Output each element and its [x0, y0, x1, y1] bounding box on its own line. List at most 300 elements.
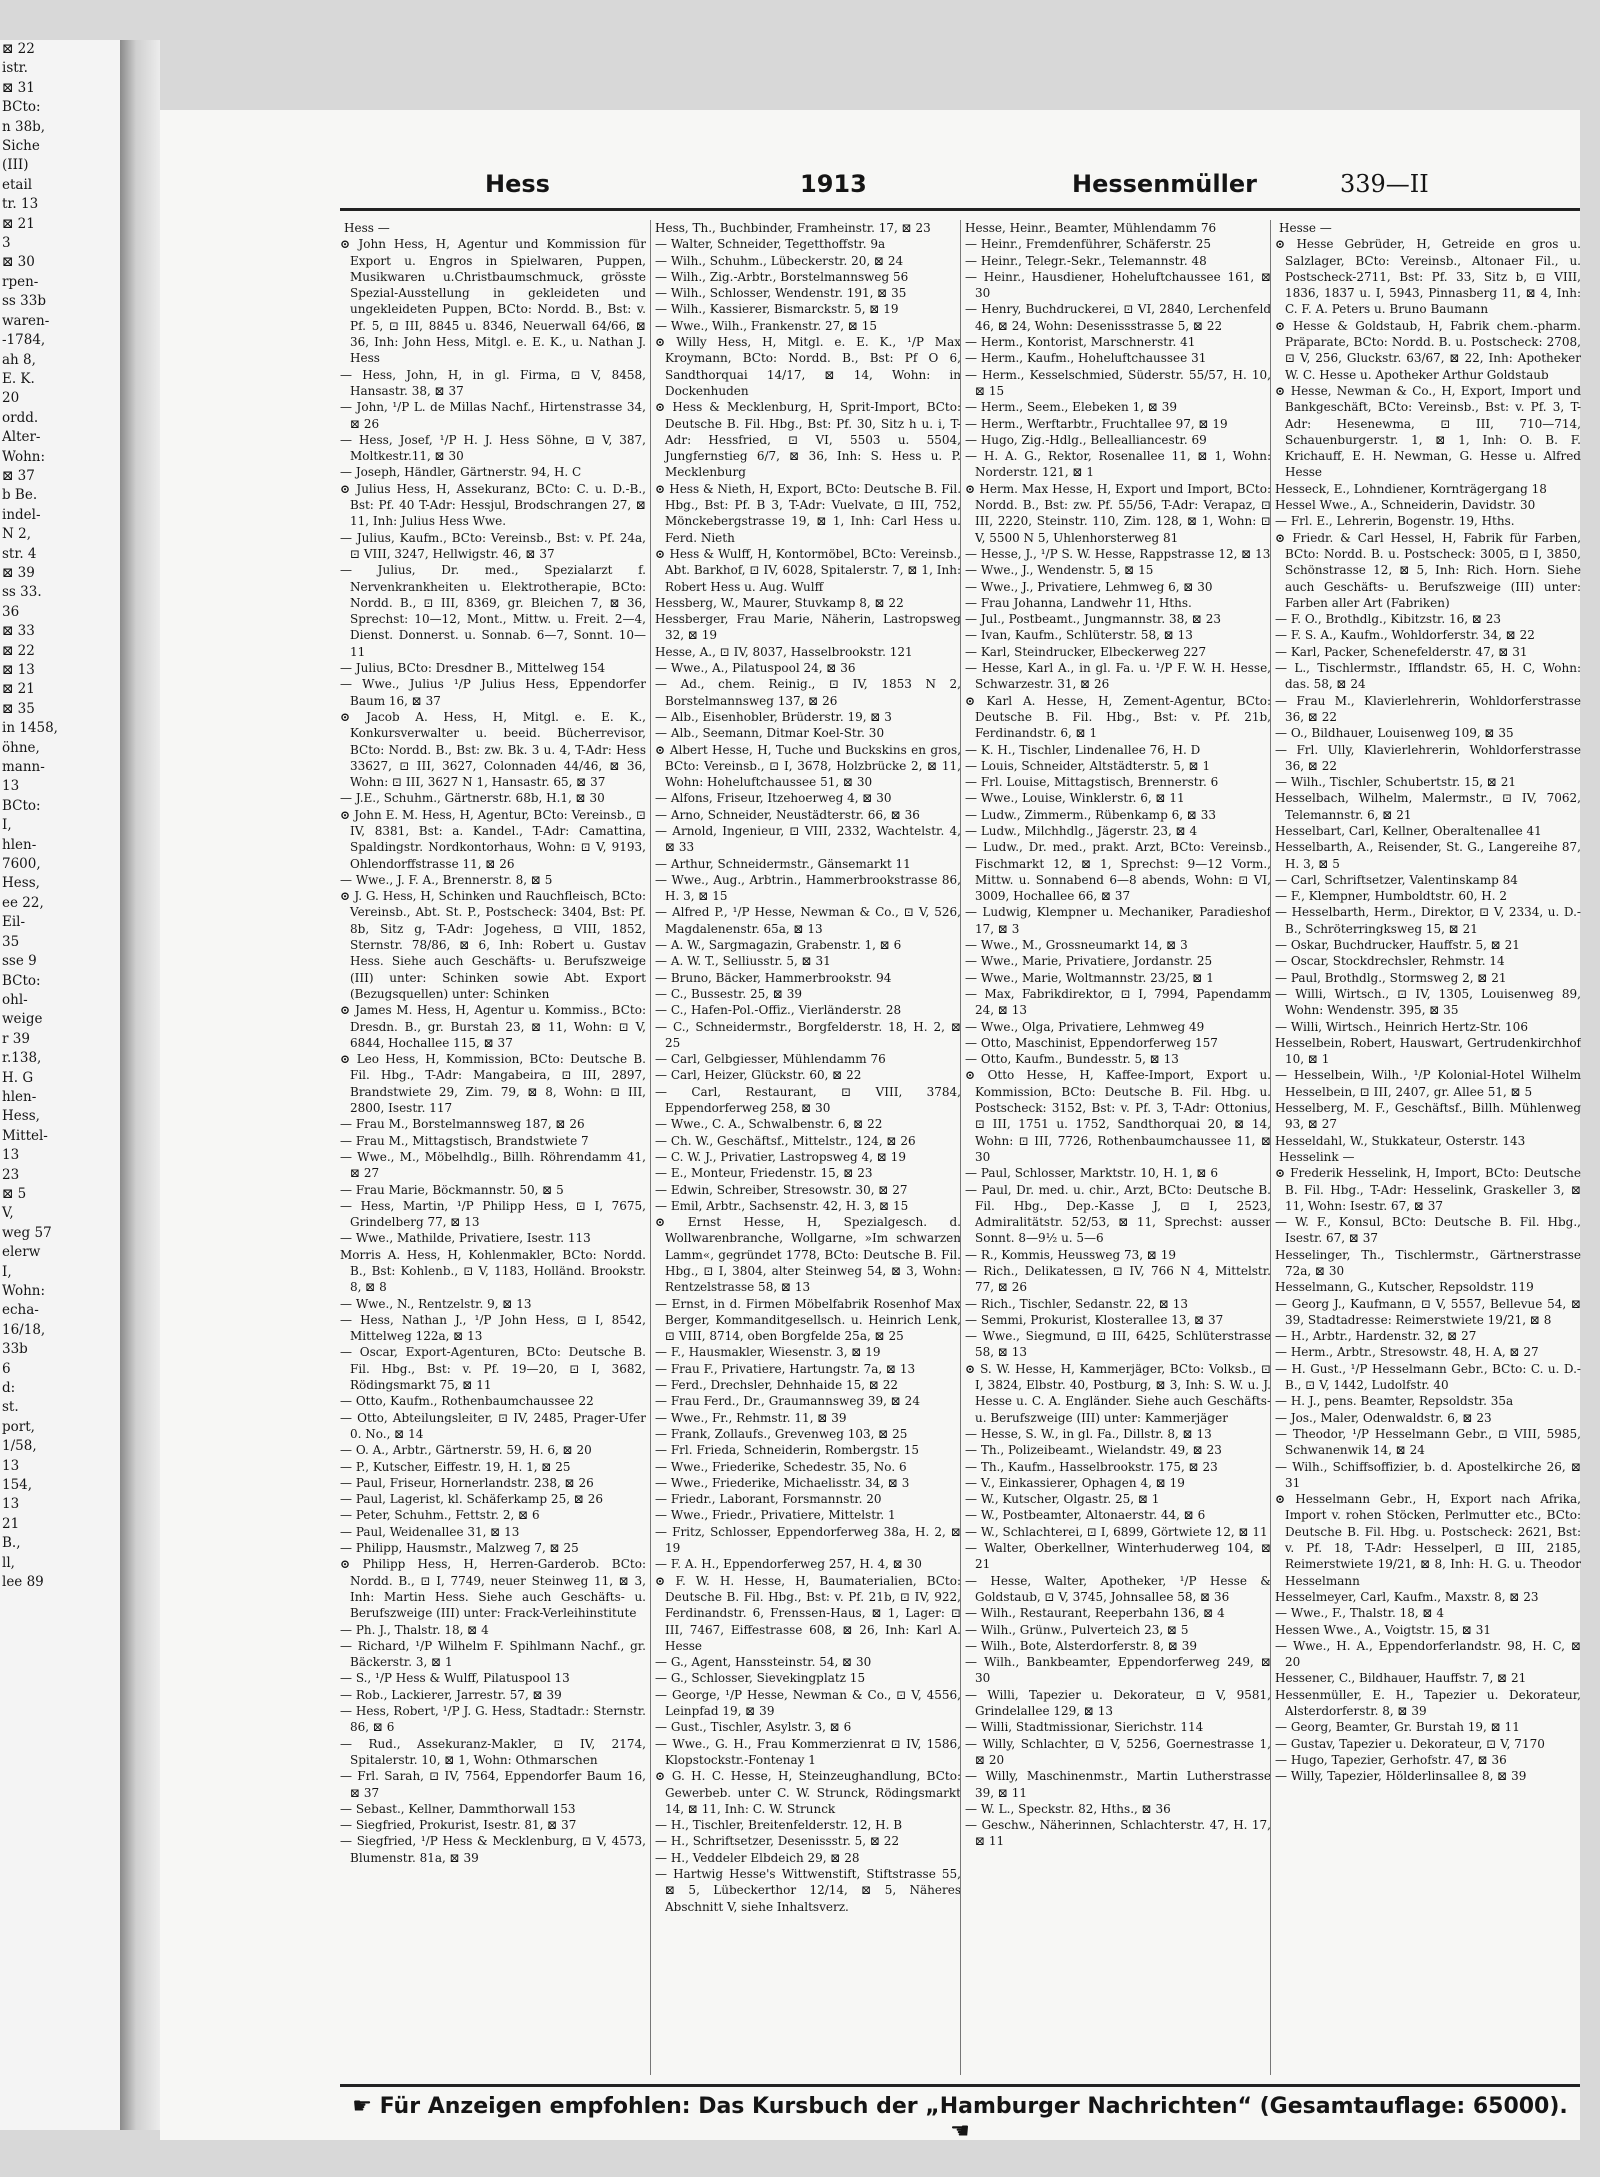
directory-entry: — E., Monteur, Friedenstr. 15, ⊠ 23 — [655, 1166, 873, 1181]
directory-entry: — Herm., Kesselschmied, Süderstr. 55/57, H. 10, ⊠ 15 — [965, 367, 1271, 398]
directory-entry: — O. A., Arbtr., Gärtnerstr. 59, H. 6, ⊠ 20 — [340, 1443, 592, 1458]
firm-entry: ⊙ James M. Hess, H, Agentur u. Kommiss., BCto: Dresdn. B., gr. Burstah 23, ⊠ 11, Wohn: ⊡ V, 6844, Hochallee 115, ⊠ 37 — [340, 1002, 646, 1051]
previous-page-fragment: d: — [2, 1380, 16, 1397]
directory-entry: — Ch. W., Geschäftsf., Mittelstr., 124, ⊠ 26 — [655, 1133, 916, 1148]
previous-page-fragment: 21 — [2, 1515, 20, 1532]
directory-entry: — S., ¹/P Hess & Wulff, Pilatuspool 13 — [340, 1671, 570, 1686]
previous-page-fragment: weige — [2, 1011, 43, 1028]
directory-entry: — Julius, Dr. med., Spezialarzt f. Nervenkrankheiten u. Elektrotherapie, BCto: Nordd. B., ⊡ III, 8369, gr. Bleichen 7, ⊠ 36, Sprechst: 10—12, Mont., Mittw. u. Freit. 2—4, Dienst. Donnerst. u. Sonnab. 6—7, Sonnt. 10—11 — [340, 563, 646, 659]
directory-entry: — Frau M., Mittagstisch, Brandstwiete 7 — [340, 1133, 589, 1148]
previous-page-fragment: hlen- — [2, 836, 37, 853]
directory-entry: — Carl, Restaurant, ⊡ VIII, 3784, Eppendorferweg 258, ⊠ 30 — [655, 1084, 961, 1116]
firm-entry: ⊙ John Hess, H, Agentur und Kommission für Export u. Engros in Spielwaren, Puppen, Musikwaren u.Christbaumschmuck, grösste Spezial-Ausstellung in gekleideten und ungekleideten Puppen, BCto: Nordd. B., Bst: v. Pf. 5, ⊡ III, 8845 u. 8346, Neuerwall 64/66, ⊠ 36, Inh: John Hess, Mitgl. e. E. K., u. Nathan J. Hess — [340, 236, 646, 366]
running-header — [160, 170, 1580, 210]
directory-entry: — Wwe., Friederike, Schedestr. 35, No. 6 — [655, 1459, 907, 1474]
directory-entry: Hessberger, Frau Marie, Näherin, Lastropsweg 32, ⊠ 19 — [655, 612, 961, 643]
firm-entry: ⊙ Hesse Gebrüder, H, Getreide en gros u. Salzlager, BCto: Vereinsb., Altonaer Fil., u. Postscheck-2711, Bst: Pf. 33, Sitz b, ⊡ VIII, 1836, 1837 u. I, 5943, Pinnasberg 11, ⊠ 4, Inh: C. F. A. Peters u. Bruno Baumann — [1275, 236, 1581, 317]
directory-entry: — Wwe., G. H., Frau Kommerzienrat ⊡ IV, 1586, Klopstockstr.-Fontenay 1 — [655, 1736, 961, 1767]
directory-entry: — C. W. J., Privatier, Lastropsweg 4, ⊠ 19 — [655, 1149, 906, 1164]
directory-entry: Hessen Wwe., A., Voigtstr. 15, ⊠ 31 — [1275, 1622, 1491, 1637]
directory-entry: — Willy, Maschinenmstr., Martin Lutherstrasse 39, ⊠ 11 — [965, 1769, 1271, 1800]
previous-page-fragment: etail — [2, 176, 33, 193]
previous-page-fragment: ss 33. — [2, 584, 42, 601]
directory-entry: — C., Bussestr. 25, ⊠ 39 — [655, 986, 803, 1001]
directory-entry: — Ivan, Kaufm., Schlüterstr. 58, ⊠ 13 — [965, 628, 1193, 643]
directory-entry: — Wwe., Marie, Woltmannstr. 23/25, ⊠ 1 — [965, 970, 1214, 985]
column-3 — [960, 220, 1271, 2075]
header-year: 1913 — [800, 170, 867, 198]
directory-entry: — C., Hafen-Pol.-Offiz., Vierländerstr. 28 — [655, 1003, 902, 1018]
firm-entry: ⊙ Hesse, Newman & Co., H, Export, Import und Bankgeschäft, BCto: Vereinsb., Bst: v. Pf. 3, T-Adr: Hesenewma, ⊡ III, 710—714, Schauenburgerstr. 1, ⊠ 1, Inh: O. B. F. Krichauff, E. H. Newman, G. Hesse u. Alfred Hesse — [1275, 383, 1581, 481]
directory-entry: — Frl. Frieda, Schneiderin, Rombergstr. 15 — [655, 1443, 919, 1458]
directory-entry: Hess — — [344, 221, 390, 235]
directory-entry: — Geschw., Näherinnen, Schlachterstr. 47, H. 17, ⊠ 11 — [965, 1818, 1271, 1849]
firm-entry: ⊙ Otto Hesse, H, Kaffee-Import, Export u. Kommission, BCto: Deutsche B. Fil. Hbg. u. Postscheck: 3152, Bst: v. Pf. 3, T-Adr: Ottonius, ⊡ III, 1751 u. 1752, Sandthorquai 20, ⊠ 14, Wohn: ⊡ III, 7726, Rothenbaumchaussee 11, ⊠ 30 — [965, 1067, 1271, 1165]
previous-page-fragment: BCto: — [2, 972, 41, 989]
directory-entry: — Wwe., Siegmund, ⊡ III, 6425, Schlüterstrasse 58, ⊠ 13 — [965, 1329, 1271, 1360]
directory-entry: — Heinr., Telegr.-Sekr., Telemannstr. 48 — [965, 253, 1207, 268]
directory-entry: — Wwe., Julius ¹/P Julius Hess, Eppendorfer Baum 16, ⊠ 37 — [340, 677, 646, 708]
directory-entry: Hesseldahl, W., Stukkateur, Osterstr. 143 — [1275, 1133, 1526, 1148]
directory-entry: — Oscar, Export-Agenturen, BCto: Deutsche B. Fil. Hbg., Bst: v. Pf. 19—20, ⊡ I, 3682, Rödingsmarkt 75, ⊠ 11 — [340, 1345, 646, 1393]
directory-entry: Hesselmeyer, Carl, Kaufm., Maxstr. 8, ⊠ 23 — [1275, 1589, 1539, 1604]
page-number: 339—II — [1340, 170, 1429, 198]
firm-entry: ⊙ Hess & Nieth, H, Export, BCto: Deutsche B. Fil. Hbg., Bst: Pf. B 3, T-Adr: Vuelvate, ⊡ III, 752, Mönckebergstrasse 19, ⊠ 1, Inh: Carl Hess u. Ferd. Nieth — [655, 481, 961, 546]
previous-page-fragment: (III) — [2, 157, 29, 174]
directory-entry: — Gustav, Tapezier u. Dekorateur, ⊡ V, 7170 — [1275, 1736, 1545, 1751]
directory-entry: — Sebast., Kellner, Dammthorwall 153 — [340, 1801, 576, 1816]
previous-page-fragment: waren- — [2, 312, 50, 329]
directory-entry: — H. Gust., ¹/P Hesselmann Gebr., BCto: C. u. D.-B., ⊡ V, 1442, Ludolfstr. 40 — [1275, 1361, 1581, 1393]
directory-entry: — Wwe., J., Wendenstr. 5, ⊠ 15 — [965, 563, 1154, 578]
directory-entry: Hesselbarth, A., Reisender, St. G., Langereihe 87, H. 3, ⊠ 5 — [1275, 840, 1581, 871]
directory-entry: — Willy, Schlachter, ⊡ V, 5256, Goernestrasse 1, ⊠ 20 — [965, 1736, 1271, 1767]
directory-entry: — Otto, Maschinist, Eppendorferweg 157 — [965, 1035, 1218, 1050]
firm-entry: ⊙ Friedr. & Carl Hessel, H, Fabrik für Farben, BCto: Nordd. B. u. Postscheck: 3005, ⊡ I, 3850, Schönstrasse 12, ⊠ 5, Inh: Rich. Horn. Siehe auch Geschäfts- u. Berufszweige (III) unter: Farben aller Art (Fabriken) — [1275, 530, 1581, 611]
directory-entry: — Julius, BCto: Dresdner B., Mittelweg 154 — [340, 661, 606, 676]
directory-entry: — G., Schlosser, Sievekingplatz 15 — [655, 1671, 866, 1686]
previous-page-fragment: -1784, — [2, 332, 46, 349]
directory-entry: — A. W., Sargmagazin, Grabenstr. 1, ⊠ 6 — [655, 938, 902, 953]
directory-entry: — Hess, Nathan J., ¹/P John Hess, ⊡ I, 8542, Mittelweg 122a, ⊠ 13 — [340, 1312, 646, 1344]
directory-entry: — Wilh., Zig.-Arbtr., Borstelmannsweg 56 — [655, 269, 909, 284]
directory-entry: — Wwe., Louise, Winklerstr. 6, ⊠ 11 — [965, 791, 1185, 806]
directory-entry: — Paul, Weidenallee 31, ⊠ 13 — [340, 1524, 520, 1539]
column-2 — [650, 220, 961, 2075]
previous-page-fragment: weg 57 — [2, 1224, 52, 1241]
directory-entry: — Hartwig Hesse's Wittwenstift, Stiftstrasse 55, ⊠ 5, Lübeckerthor 12/14, ⊠ 5, Näheres Abschnitt V, siehe Inhaltsverz. — [655, 1866, 961, 1914]
directory-entry: — Carl, Heizer, Glückstr. 60, ⊠ 22 — [655, 1068, 862, 1083]
directory-entry: — Paul, Lagerist, kl. Schäferkamp 25, ⊠ 26 — [340, 1492, 603, 1507]
directory-entry: — F. A. H., Eppendorferweg 257, H. 4, ⊠ 30 — [655, 1557, 922, 1572]
directory-entry: — H., Veddeler Elbdeich 29, ⊠ 28 — [655, 1850, 860, 1865]
previous-page-fragment: ll, — [2, 1554, 15, 1571]
directory-entry: — Karl, Steindrucker, Elbeckerweg 227 — [965, 644, 1207, 659]
previous-page-fragment: H. G — [2, 1069, 34, 1086]
directory-entry: — Alfred P., ¹/P Hesse, Newman & Co., ⊡ V, 526, Magdalenenstr. 65a, ⊠ 13 — [655, 905, 961, 936]
directory-entry: — Wilh., Restaurant, Reeperbahn 136, ⊠ 4 — [965, 1606, 1225, 1621]
directory-entry: — F. O., Brothdlg., Kibitzstr. 16, ⊠ 23 — [1275, 612, 1501, 627]
directory-entry: — Wwe., Marie, Privatiere, Jordanstr. 25 — [965, 954, 1213, 969]
directory-entry: — Wilh., Schiffsoffizier, b. d. Apostelkirche 26, ⊠ 31 — [1275, 1459, 1581, 1490]
previous-page-fragment: 23 — [2, 1166, 20, 1183]
directory-entry: — Wilh., Kassierer, Bismarckstr. 5, ⊠ 19 — [655, 302, 899, 317]
previous-page-fragment: ⊠ 5 — [2, 1185, 27, 1202]
firm-entry: ⊙ Hesse & Goldstaub, H, Fabrik chem.-pharm. Präparate, BCto: Nordd. B. u. Postscheck: 2708, ⊡ V, 256, Gluckstr. 63/67, ⊠ 22, Inh: Apotheker W. C. Hesse u. Apotheker Arthur Goldstaub — [1275, 318, 1581, 383]
footer-rule — [340, 2084, 1580, 2087]
previous-page-fragment: BCto: — [2, 797, 41, 814]
directory-entry: — Ludw., Milchhdlg., Jägerstr. 23, ⊠ 4 — [965, 823, 1198, 838]
directory-entry: — Hesselbein, Wilh., ¹/P Kolonial-Hotel Wilhelm Hesselbein, ⊡ III, 2407, gr. Allee 51, ⊠ 5 — [1275, 1068, 1581, 1099]
previous-page-fragment: ⊠ 33 — [2, 623, 35, 640]
directory-entry: — Oscar, Stockdrechsler, Rehmstr. 14 — [1275, 954, 1505, 969]
column-1 — [340, 220, 646, 2075]
directory-entry: — Wwe., Aug., Arbtrin., Hammerbrookstrasse 86, H. 3, ⊠ 15 — [655, 872, 961, 904]
previous-page-fragment: 7600, — [2, 856, 41, 873]
directory-entry: — Carl, Schriftsetzer, Valentinskamp 84 — [1275, 872, 1518, 887]
firm-entry: ⊙ Hess & Wulff, H, Kontormöbel, BCto: Vereinsb., Abt. Barkhof, ⊡ IV, 6028, Spitalerstr. 7, ⊠ 1, Inh: Robert Hess u. Aug. Wulff — [655, 546, 961, 595]
previous-page-fragment: 33b — [2, 1341, 28, 1358]
previous-page-fragment: port, — [2, 1418, 35, 1435]
previous-page-fragment: b Be. — [2, 487, 38, 504]
previous-page-fragment: Siche — [2, 138, 40, 155]
directory-entry: — Th., Polizeibeamt., Wielandstr. 49, ⊠ 23 — [965, 1443, 1222, 1458]
firm-entry: ⊙ Willy Hess, H, Mitgl. e. E. K., ¹/P Max Kroymann, BCto: Nordd. B., Bst: Pf O 6, Sandthorquai 14/17, ⊠ 14, Wohn: in Dockenhuden — [655, 334, 961, 399]
directory-entry: — Willi, Wirtsch., ⊡ IV, 1305, Louisenweg 89, Wohn: Wendenstr. 395, ⊠ 35 — [1275, 986, 1581, 1018]
header-rule — [340, 208, 1580, 211]
directory-entry: — H. J., pens. Beamter, Repsoldstr. 35a — [1275, 1394, 1514, 1409]
directory-entry: Hesselink — — [1279, 1149, 1355, 1164]
directory-entry: — Wilh., Bankbeamter, Eppendorferweg 249, ⊠ 30 — [965, 1655, 1271, 1686]
directory-entry: — Hesse, Karl A., in gl. Fa. u. ¹/P F. W. H. Hesse, Schwarzestr. 31, ⊠ 26 — [965, 661, 1271, 692]
directory-entry: — Wwe., A., Pilatuspool 24, ⊠ 36 — [655, 661, 856, 676]
directory-entry: — W., Postbeamter, Altonaerstr. 44, ⊠ 6 — [965, 1508, 1206, 1523]
previous-page-fragment: str. 4 — [2, 545, 37, 562]
directory-entry: — Wwe., Friedr., Privatiere, Mittelstr. 1 — [655, 1508, 896, 1523]
previous-page-fragment: V, — [2, 1205, 14, 1222]
previous-page-fragment: ohl- — [2, 991, 28, 1008]
directory-entry: Hesselberg, M. F., Geschäftsf., Billh. Mühlenweg 93, ⊠ 27 — [1275, 1101, 1581, 1132]
previous-page-fragment: ⊠ 21 — [2, 215, 35, 232]
directory-entry: — Frau M., Borstelmannsweg 187, ⊠ 26 — [340, 1117, 585, 1132]
directory-entry: — Oskar, Buchdrucker, Hauffstr. 5, ⊠ 21 — [1275, 938, 1520, 953]
directory-entry: Hessel Wwe., A., Schneiderin, Davidstr. 30 — [1275, 498, 1536, 513]
directory-columns — [340, 220, 1580, 2075]
directory-entry: — Wwe., F., Thalstr. 18, ⊠ 4 — [1275, 1606, 1445, 1621]
directory-entry: — Wilh., Tischler, Schubertstr. 15, ⊠ 21 — [1275, 775, 1517, 790]
directory-entry: — Wwe., N., Rentzelstr. 9, ⊠ 13 — [340, 1296, 532, 1311]
previous-page-fragment: ⊠ 22 — [2, 41, 35, 57]
footer-text: Für Anzeigen empfohlen: Das Kursbuch der „Hamburger Nachrichten“ (Gesamtauflage: 65000). — [379, 2094, 1568, 2119]
directory-entry: — H. A. G., Rektor, Rosenallee 11, ⊠ 1, Wohn: Norderstr. 121, ⊠ 1 — [965, 449, 1271, 480]
directory-entry: Hesselmann, G., Kutscher, Repsoldstr. 119 — [1275, 1280, 1534, 1295]
previous-page-fragment: rpen- — [2, 273, 39, 290]
directory-entry: — George, ¹/P Hesse, Newman & Co., ⊡ V, 4556, Leinpfad 19, ⊠ 39 — [655, 1687, 961, 1719]
previous-page-fragment: 6 — [2, 1360, 11, 1377]
directory-entry: — K. H., Tischler, Lindenallee 76, H. D — [965, 742, 1201, 757]
previous-page-fragment: 35 — [2, 933, 20, 950]
directory-entry: — Gust., Tischler, Asylstr. 3, ⊠ 6 — [655, 1720, 852, 1735]
directory-entry: — Wwe., Olga, Privatiere, Lehmweg 49 — [965, 1019, 1205, 1034]
firm-entry: ⊙ Ernst Hesse, H, Spezialgesch. d. Wollwarenbranche, Wollgarne, »Im schwarzen Lamm«, gegründet 1778, BCto: Deutsche B. Fil. Hbg., ⊡ I, 3804, alter Steinweg 54, ⊠ 3, Wohn: Rentzelstrasse 58, ⊠ 13 — [655, 1214, 961, 1295]
previous-page-fragment: 13 — [2, 1457, 20, 1474]
directory-entry: — Walter, Oberkellner, Winterhuderweg 104, ⊠ 21 — [965, 1541, 1271, 1572]
directory-entry: — Richard, ¹/P Wilhelm F. Spihlmann Nachf., gr. Bäckerstr. 3, ⊠ 1 — [340, 1638, 646, 1670]
previous-page-fragment: ss 33b — [2, 293, 46, 310]
previous-page-fragment: 13 — [2, 1147, 20, 1164]
directory-entry: — P., Kutscher, Eiffestr. 19, H. 1, ⊠ 25 — [340, 1459, 571, 1474]
directory-entry: Hesselbach, Wilhelm, Malermstr., ⊡ IV, 7062, Telemannstr. 6, ⊠ 21 — [1275, 791, 1581, 822]
directory-entry: — Heinr., Fremdenführer, Schäferstr. 25 — [965, 237, 1212, 252]
previous-page-fragment: hlen- — [2, 1088, 37, 1105]
directory-entry: — R., Kommis, Heussweg 73, ⊠ 19 — [965, 1247, 1177, 1262]
directory-entry: — Frl. Ully, Klavierlehrerin, Wohldorferstrasse 36, ⊠ 22 — [1275, 742, 1581, 773]
directory-entry: — Semmi, Prokurist, Klosterallee 13, ⊠ 37 — [965, 1312, 1224, 1327]
directory-entry: — Frl. Sarah, ⊡ IV, 7564, Eppendorfer Baum 16, ⊠ 37 — [340, 1769, 646, 1800]
firm-entry: ⊙ F. W. H. Hesse, H, Baumaterialien, BCto: Deutsche B. Fil. Hbg., Bst: v. Pf. 21b, ⊡ IV, 922, Ferdinandstr. 6, Frenssen-Haus, ⊠ 1, Lager: ⊡ III, 7467, Eiffestrasse 608, ⊠ 26, Inh: Karl A. Hesse — [655, 1573, 961, 1654]
directory-entry: — Rud., Assekuranz-Makler, ⊡ IV, 2174, Spitalerstr. 10, ⊠ 1, Wohn: Othmarschen — [340, 1736, 646, 1767]
directory-entry: — Paul, Schlosser, Marktstr. 10, H. 1, ⊠ 6 — [965, 1166, 1218, 1181]
firm-entry: ⊙ Herm. Max Hesse, H, Export und Import, BCto: Nordd. B., Bst: zw. Pf. 55/56, T-Adr: Verapaz, ⊡ III, 2220, Steinstr. 110, Zim. 128, ⊠ 1, Wohn: ⊡ V, 5500 N 5, Uhlenhorsterweg 81 — [965, 481, 1271, 546]
firm-entry: ⊙ Leo Hess, H, Kommission, BCto: Deutsche B. Fil. Hbg., T-Adr: Mangabeira, ⊡ III, 2897, Brandstwiete 29, Zim. 79, ⊠ 8, Wohn: ⊡ III, 2800, Isestr. 117 — [340, 1051, 646, 1116]
directory-entry: — F. S. A., Kaufm., Wohldorferstr. 34, ⊠ 22 — [1275, 628, 1535, 643]
previous-page-fragment: tr. 13 — [2, 196, 39, 213]
previous-page-fragment: Hess, — [2, 1108, 40, 1125]
directory-entry: — John, ¹/P L. de Millas Nachf., Hirtenstrasse 34, ⊠ 26 — [340, 400, 646, 431]
directory-entry: — H., Tischler, Breitenfelderstr. 12, H. B — [655, 1818, 903, 1833]
previous-page-fragment: ⊠ 39 — [2, 564, 35, 581]
directory-entry: — Hesse, J., ¹/P S. W. Hesse, Rappstrasse 12, ⊠ 13 — [965, 546, 1271, 561]
directory-entry: — Alb., Seemann, Ditmar Koel-Str. 30 — [655, 726, 885, 741]
directory-entry: — Ernst, in d. Firmen Möbelfabrik Rosenhof Max Berger, Kommanditgesellsch. u. Heinrich Lenk, ⊡ VIII, 8714, oben Borgfelde 25a, ⊠ 25 — [655, 1296, 961, 1344]
directory-entry: — Willi, Tapezier u. Dekorateur, ⊡ V, 9581, Grindelallee 129, ⊠ 13 — [965, 1687, 1271, 1719]
directory-entry: — W. F., Konsul, BCto: Deutsche B. Fil. Hbg., Isestr. 67, ⊠ 37 — [1275, 1215, 1581, 1246]
previous-page-fragment: 1/58, — [2, 1438, 37, 1455]
directory-entry: — Herm., Arbtr., Stresowstr. 48, H. A, ⊠ 27 — [1275, 1345, 1539, 1360]
directory-entry: — Siegfried, Prokurist, Isestr. 81, ⊠ 37 — [340, 1818, 577, 1833]
firm-entry: ⊙ Philipp Hess, H, Herren-Garderob. BCto: Nordd. B., ⊡ I, 7749, neuer Steinweg 11, ⊠ 3, Inh: Martin Hess. Siehe auch Geschäfts- u. Berufszweige (III) unter: Frack-Verleihinstitute — [340, 1556, 646, 1621]
previous-page-fragment: ⊠ 22 — [2, 642, 35, 659]
firm-entry: ⊙ Karl A. Hesse, H, Zement-Agentur, BCto: Deutsche B. Fil. Hbg., Bst: v. Pf. 21b, Ferdinandstr. 6, ⊠ 1 — [965, 693, 1271, 742]
previous-page-fragment: 16/18, — [2, 1321, 46, 1338]
directory-entry: — Ph. J., Thalstr. 18, ⊠ 4 — [340, 1622, 489, 1637]
directory-entry: — Alfons, Friseur, Itzehoerweg 4, ⊠ 30 — [655, 791, 892, 806]
previous-page-margin — [0, 40, 123, 2130]
directory-entry: — Frank, Zollaufs., Grevenweg 103, ⊠ 25 — [655, 1426, 908, 1441]
directory-entry: — J.E., Schuhm., Gärtnerstr. 68b, H.1, ⊠ 30 — [340, 791, 605, 806]
directory-entry: — Jul., Postbeamt., Jungmannstr. 38, ⊠ 23 — [965, 612, 1222, 627]
directory-entry: — Herm., Kontorist, Marschnerstr. 41 — [965, 335, 1196, 350]
advertisement-footer — [340, 2094, 1580, 2144]
previous-page-fragment: ⊠ 37 — [2, 467, 35, 484]
previous-page-fragment: in 1458, — [2, 720, 58, 737]
directory-entry: — Peter, Schuhm., Fettstr. 2, ⊠ 6 — [340, 1508, 540, 1523]
directory-entry: — Paul, Dr. med. u. chir., Arzt, BCto: Deutsche B. Fil. Hbg., Dep.-Kasse J, ⊡ I, 2523, Admiralitätstr. 52/53, ⊠ 11, Sprechst: ausser Sonnt. 8—9½ u. 5—6 — [965, 1182, 1271, 1246]
directory-entry: — H., Schriftsetzer, Desenissstr. 5, ⊠ 22 — [655, 1834, 900, 1849]
firm-entry: ⊙ John E. M. Hess, H, Agentur, BCto: Vereinsb., ⊡ IV, 8381, Bst: a. Kandel., T-Adr: Camattina, Spaldingstr. Nordkontorhaus, Wohn: ⊡ V, 9193, Ohlendorffstrasse 11, ⊠ 26 — [340, 807, 646, 872]
directory-entry: — Herm., Seem., Elebeken 1, ⊠ 39 — [965, 400, 1177, 415]
directory-entry: Hessener, C., Bildhauer, Hauffstr. 7, ⊠ 21 — [1275, 1671, 1527, 1686]
directory-entry: — Friedr., Laborant, Forsmannstr. 20 — [655, 1492, 882, 1507]
firm-entry: ⊙ Hess & Mecklenburg, H, Sprit-Import, BCto: Deutsche B. Fil. Hbg., Bst: Pf. 30, Sitz h u. i, T-Adr: Hessfried, ⊡ VI, 5503 u. 5504, Jungfernstieg 6/7, ⊠ 36, Inh: S. Hess u. P. Mecklenburg — [655, 399, 961, 480]
previous-page-fragment: ee 22, — [2, 894, 44, 911]
directory-entry: — Ludwig, Klempner u. Mechaniker, Paradieshof 17, ⊠ 3 — [965, 905, 1271, 936]
previous-page-fragment: lee 89 — [2, 1574, 44, 1591]
previous-page-fragment: ordd. — [2, 409, 39, 426]
directory-entry: Hesselbart, Carl, Kellner, Oberaltenallee 41 — [1275, 823, 1542, 838]
directory-page — [160, 110, 1581, 2144]
previous-page-fragment: r 39 — [2, 1030, 30, 1047]
previous-page-fragment: 36 — [2, 603, 20, 620]
firm-entry: ⊙ Hesselmann Gebr., H, Export nach Afrika, Import v. rohen Stöcken, Perlmutter etc., BCto: Deutsche B. Fil. Hbg. u. Postscheck: 2621, Bst: v. Pf. 18, T-Adr: Hesselperl, ⊡ III, 2185, Reimerstwiete 19/21, ⊠ 8, Inh: H. G. u. Theodor Hesselmann — [1275, 1491, 1581, 1589]
pointing-hand-left-icon: ☛ — [352, 2094, 372, 2119]
directory-entry: Hesseck, E., Lohndiener, Kornträgergang 18 — [1275, 481, 1547, 496]
directory-entry: Morris A. Hess, H, Kohlenmakler, BCto: Nordd. B., Bst: Kohlenb., ⊡ V, 1183, Holländ. Brookstr. 8, ⊠ 8 — [340, 1247, 646, 1295]
directory-entry: — Otto, Abteilungsleiter, ⊡ IV, 2485, Prager-Ufer 0. No., ⊠ 14 — [340, 1410, 646, 1441]
directory-entry: Hesselbein, Robert, Hauswart, Gertrudenkirchhof 10, ⊠ 1 — [1275, 1035, 1581, 1067]
directory-entry: — Ludw., Zimmerm., Rübenkamp 6, ⊠ 33 — [965, 807, 1217, 822]
directory-entry: — Wwe., Friederike, Michaelisstr. 34, ⊠ 3 — [655, 1475, 910, 1490]
previous-page-fragment: öhne, — [2, 739, 40, 756]
directory-entry: — Wwe., J., Privatiere, Lehmweg 6, ⊠ 30 — [965, 579, 1213, 594]
previous-page-fragment: echa- — [2, 1302, 39, 1319]
directory-entry: — Rich., Delikatessen, ⊡ IV, 766 N 4, Mittelstr. 77, ⊠ 26 — [965, 1264, 1271, 1295]
previous-page-fragment: ⊠ 30 — [2, 254, 35, 271]
directory-entry: — Emil, Arbtr., Sachsenstr. 42, H. 3, ⊠ 15 — [655, 1198, 909, 1213]
directory-entry: — Frau Marie, Böckmannstr. 50, ⊠ 5 — [340, 1182, 564, 1197]
previous-page-fragment: ⊠ 13 — [2, 662, 35, 678]
previous-page-fragment: istr. — [2, 60, 28, 77]
directory-entry: — Georg J., Kaufmann, ⊡ V, 5557, Bellevue 54, ⊠ 39, Stadtadresse: Reimerstwiete 19/21, ⊠ 8 — [1275, 1296, 1581, 1327]
directory-entry: — C., Schneidermstr., Borgfelderstr. 18, H. 2, ⊠ 25 — [655, 1019, 961, 1050]
header-left-word: Hess — [485, 170, 550, 198]
firm-entry: ⊙ Albert Hesse, H, Tuche und Buckskins en gros, BCto: Vereinsb., ⊡ I, 3678, Holzbrücke 2, ⊠ 11, Wohn: Hoheluftchaussee 51, ⊠ 30 — [655, 742, 961, 791]
previous-page-fragment: ah 8, — [2, 351, 36, 368]
directory-entry: — Ferd., Drechsler, Dehnhaide 15, ⊠ 22 — [655, 1378, 899, 1393]
previous-page-fragment: st. — [2, 1399, 19, 1416]
directory-entry: — Henry, Buchdruckerei, ⊡ VI, 2840, Lerchenfeld 46, ⊠ 24, Wohn: Desenissstrasse 5, ⊠ 22 — [965, 302, 1271, 333]
directory-entry: — Hess, Robert, ¹/P J. G. Hess, Stadtadr.: Sternstr. 86, ⊠ 6 — [340, 1704, 646, 1735]
directory-entry: — Willy, Tapezier, Hölderlinsallee 8, ⊠ 39 — [1275, 1769, 1527, 1784]
directory-entry: — Hess, John, H, in gl. Firma, ⊡ V, 8458, Hansastr. 38, ⊠ 37 — [340, 367, 646, 398]
directory-entry: — Wilh., Bote, Alsterdorferstr. 8, ⊠ 39 — [965, 1638, 1198, 1653]
directory-entry: — Wwe., M., Grossneumarkt 14, ⊠ 3 — [965, 938, 1188, 953]
directory-entry: — Heinr., Hausdiener, Hoheluftchaussee 161, ⊠ 30 — [965, 269, 1271, 301]
directory-entry: — Hess, Martin, ¹/P Philipp Hess, ⊡ I, 7675, Grindelberg 77, ⊠ 13 — [340, 1198, 646, 1230]
directory-entry: — Philipp, Hausmstr., Malzweg 7, ⊠ 25 — [340, 1541, 579, 1556]
directory-entry: Hesselinger, Th., Tischlermstr., Gärtnerstrasse 72a, ⊠ 30 — [1275, 1247, 1581, 1278]
previous-page-fragment: Hess, — [2, 875, 40, 892]
previous-page-fragment: Alter- — [2, 429, 41, 446]
directory-entry: — Rob., Lackierer, Jarrestr. 57, ⊠ 39 — [340, 1687, 562, 1702]
previous-page-fragment: BCto: — [2, 99, 41, 116]
previous-page-fragment: Wohn: — [2, 448, 46, 465]
firm-entry: ⊙ Julius Hess, H, Assekuranz, BCto: C. u. D.-B., Bst: Pf. 40 T-Adr: Hessjul, Brodschrangen 27, ⊠ 11, Inh: Julius Hess Wwe. — [340, 481, 646, 530]
directory-entry: Hesse — — [1279, 221, 1332, 235]
directory-entry: — Ludw., Dr. med., prakt. Arzt, BCto: Vereinsb., Fischmarkt 12, ⊠ 1, Sprechst: 9—12 Vorm., Mittw. u. Sonnabend 6—8 abends, Wohn: ⊡ VI, 3009, Hochallee 66, ⊠ 37 — [965, 840, 1271, 904]
firm-entry: ⊙ Frederik Hesselink, H, Import, BCto: Deutsche B. Fil. Hbg., T-Adr: Hesselink, Graskeller 3, ⊠ 11, Wohn: Isestr. 67, ⊠ 37 — [1275, 1165, 1581, 1214]
firm-entry: ⊙ S. W. Hesse, H, Kammerjäger, BCto: Volksb., ⊡ I, 3824, Elbstr. 40, Postburg, ⊠ 3, Inh: S. W. u. J. Hesse u. C. A. Engländer. Siehe auch Geschäfts- u. Berufszweige (III) unter: Kammerjäger — [965, 1361, 1271, 1426]
firm-entry: ⊙ G. H. C. Hesse, H, Steinzeughandlung, BCto: Gewerbeb. unter C. W. Strunck, Rödingsmarkt 14, ⊠ 11, Inh: C. W. Strunck — [655, 1768, 961, 1817]
directory-entry: Hessenmüller, E. H., Tapezier u. Dekorateur, Alsterdorferstr. 8, ⊠ 39 — [1275, 1687, 1581, 1719]
directory-entry: — Herm., Werftarbtr., Fruchtallee 97, ⊠ 19 — [965, 416, 1228, 431]
directory-entry: — Th., Kaufm., Hasselbrookstr. 175, ⊠ 23 — [965, 1459, 1218, 1474]
directory-entry: — Frl. Louise, Mittagstisch, Brennerstr. 6 — [965, 775, 1219, 790]
directory-entry: — W., Schlachterei, ⊡ I, 6899, Görtwiete 12, ⊠ 11 — [965, 1524, 1268, 1539]
previous-page-fragment: Mittel- — [2, 1127, 48, 1144]
directory-entry: Hessberg, W., Maurer, Stuvkamp 8, ⊠ 22 — [655, 595, 904, 610]
directory-entry: — W., Kutscher, Olgastr. 25, ⊠ 1 — [965, 1492, 1160, 1507]
directory-entry: Hesse, Heinr., Beamter, Mühlendamm 76 — [965, 221, 1217, 235]
directory-entry: — Ad., chem. Reinig., ⊡ IV, 1853 N 2, Borstelmannsweg 137, ⊠ 26 — [655, 677, 961, 708]
directory-entry: — Willi, Stadtmissionar, Sierichstr. 114 — [965, 1720, 1204, 1735]
previous-page-fragment: I, — [2, 817, 12, 834]
previous-page-fragment: B., — [2, 1535, 21, 1552]
directory-entry: — Wilh., Schuhm., Lübeckerstr. 20, ⊠ 24 — [655, 253, 904, 268]
directory-entry: — Hesse, S. W., in gl. Fa., Dillstr. 8, ⊠ 13 — [965, 1426, 1212, 1441]
directory-entry: — Wilh., Schlosser, Wendenstr. 191, ⊠ 35 — [655, 286, 907, 301]
firm-entry: ⊙ J. G. Hess, H, Schinken und Rauchfleisch, BCto: Vereinsb., Abt. St. P., Postscheck: 3404, Bst: Pf. 8b, Sitz g, T-Adr: Jogehess, ⊡ VIII, 1852, Sternstr. 78/86, ⊠ 6, Inh: Robert u. Gustav Hess. Siehe auch Geschäfts- u. Berufszweige (III) unter: Schinken sowie Abt. Export (Bezugsquellen) unter: Schinken — [340, 888, 646, 1002]
previous-page-fragment: 13 — [2, 778, 20, 795]
pointing-hand-right-icon: ☚ — [950, 2119, 970, 2144]
directory-entry: — Wwe., M., Möbelhdlg., Billh. Röhrendamm 41, ⊠ 27 — [340, 1149, 646, 1181]
previous-page-fragment: Wohn: — [2, 1283, 46, 1299]
previous-page-fragment: ⊠ 35 — [2, 700, 35, 717]
directory-entry: — Julius, Kaufm., BCto: Vereinsb., Bst: v. Pf. 24a, ⊡ VIII, 3247, Hellwigstr. 46, ⊠ 37 — [340, 530, 646, 561]
previous-page-fragment: I, — [2, 1263, 12, 1280]
directory-entry: — F., Hausmakler, Wiesenstr. 3, ⊠ 19 — [655, 1345, 881, 1360]
directory-entry: — Wwe., Wilh., Frankenstr. 27, ⊠ 15 — [655, 318, 878, 333]
previous-page-fragment: ⊠ 31 — [2, 79, 35, 96]
directory-entry: — Wwe., C. A., Schwalbenstr. 6, ⊠ 22 — [655, 1117, 883, 1132]
directory-entry: — Frl. E., Lehrerin, Bogenstr. 19, Hths. — [1275, 514, 1515, 529]
previous-page-fragment: sse 9 — [2, 953, 37, 970]
directory-entry: — Frau Ferd., Dr., Graumannsweg 39, ⊠ 24 — [655, 1394, 920, 1409]
directory-entry: — Joseph, Händler, Gärtnerstr. 94, H. C — [340, 465, 582, 480]
previous-page-fragment: 3 — [2, 235, 11, 252]
directory-entry: — Paul, Brothdlg., Stormsweg 2, ⊠ 21 — [1275, 970, 1507, 985]
directory-entry: — Willi, Wirtsch., Heinrich Hertz-Str. 106 — [1275, 1019, 1528, 1034]
directory-entry: — Jos., Maler, Odenwaldstr. 6, ⊠ 23 — [1275, 1410, 1492, 1425]
directory-entry: — Hugo, Tapezier, Gerhofstr. 47, ⊠ 36 — [1275, 1752, 1507, 1767]
directory-entry: — Walter, Schneider, Tegetthoffstr. 9a — [655, 237, 886, 252]
previous-page-fragment: indel- — [2, 506, 41, 523]
directory-entry: — W. L., Speckstr. 82, Hths., ⊠ 36 — [965, 1801, 1171, 1816]
directory-entry: — L., Tischlermstr., Ifflandstr. 65, H. C, Wohn: das. 58, ⊠ 24 — [1275, 661, 1581, 692]
previous-page-fragment: ⊠ 21 — [2, 681, 35, 698]
directory-entry: — Wwe., Fr., Rehmstr. 11, ⊠ 39 — [655, 1410, 847, 1425]
directory-entry: Hesse, A., ⊡ IV, 8037, Hasselbrookstr. 121 — [655, 644, 913, 659]
directory-entry: — Siegfried, ¹/P Hess & Mecklenburg, ⊡ V, 4573, Blumenstr. 81a, ⊠ 39 — [340, 1834, 646, 1865]
previous-page-fragment: E. K. — [2, 370, 35, 387]
directory-entry: — Edwin, Schreiber, Stresowstr. 30, ⊠ 27 — [655, 1182, 908, 1197]
directory-entry: — Frau M., Klavierlehrerin, Wohldorferstrasse 36, ⊠ 22 — [1275, 693, 1581, 724]
directory-entry: — H., Arbtr., Hardenstr. 32, ⊠ 27 — [1275, 1329, 1477, 1344]
previous-page-fragment: mann- — [2, 759, 45, 776]
directory-entry: — Frau F., Privatiere, Hartungstr. 7a, ⊠ 13 — [655, 1361, 916, 1376]
directory-entry: — Carl, Gelbgiesser, Mühlendamm 76 — [655, 1052, 886, 1067]
directory-entry: — Wwe., J. F. A., Brennerstr. 8, ⊠ 5 — [340, 872, 553, 887]
header-right-word: Hessenmüller — [1072, 170, 1257, 198]
directory-entry: — Theodor, ¹/P Hesselmann Gebr., ⊡ VIII, 5985, Schwanenwik 14, ⊠ 24 — [1275, 1426, 1581, 1458]
directory-entry: — Hesse, Walter, Apotheker, ¹/P Hesse & Goldstaub, ⊡ V, 3745, Johnsallee 58, ⊠ 36 — [965, 1573, 1271, 1604]
directory-entry: — Wwe., Mathilde, Privatiere, Isestr. 113 — [340, 1231, 591, 1246]
directory-entry: — Wwe., H. A., Eppendorferlandstr. 98, H. C, ⊠ 20 — [1275, 1638, 1581, 1670]
directory-entry: — Rich., Tischler, Sedanstr. 22, ⊠ 13 — [965, 1296, 1188, 1311]
previous-page-fragment: r.138, — [2, 1050, 42, 1067]
directory-entry: — O., Bildhauer, Louisenweg 109, ⊠ 35 — [1275, 726, 1514, 741]
directory-entry: — Max, Fabrikdirektor, ⊡ I, 7994, Papendamm 24, ⊠ 13 — [965, 986, 1271, 1018]
